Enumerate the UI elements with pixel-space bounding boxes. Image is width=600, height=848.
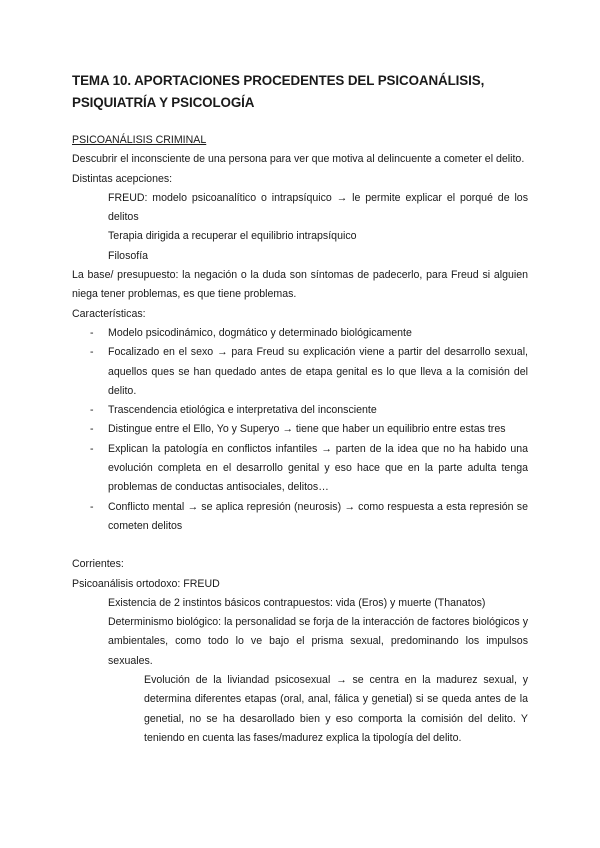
determinismo-paragraph: Determinismo biológico: la personalidad se forja de la interacción de factores biológicos y ambientales, como todo lo ve bajo el prisma sexual, predominando los impulsos sexuales. xyxy=(108,616,528,667)
dash-bullet: - xyxy=(90,346,94,359)
section-heading-psicoanalisis-criminal: PSICOANÁLISIS CRIMINAL xyxy=(72,134,207,146)
list-item-text: Explican la patología en conflictos infantiles → parten de la idea que no ha habido una evolución completa en el desarrollo genital y eso hace que en la parte adulta tenga problemas de conductas antisociales, delitos… xyxy=(108,442,528,494)
title-line-2: PSIQUIATRÍA Y PSICOLOGÍA xyxy=(72,95,255,110)
intro-paragraph: Descubrir el inconsciente de una persona para ver que motiva al delincuente a cometer el delito. xyxy=(72,153,525,166)
instintos-paragraph: Existencia de 2 instintos básicos contrapuestos: vida (Eros) y muerte (Thanatos) xyxy=(108,596,486,609)
list-item xyxy=(90,401,528,420)
acepciones-label: Distintas acepciones: xyxy=(72,172,173,185)
dash-bullet: - xyxy=(90,404,94,417)
list-item-text: Distingue entre el Ello, Yo y Superyo → tiene que haber un equilibrio entre estas tres xyxy=(108,423,506,436)
dash-bullet: - xyxy=(90,423,94,436)
corrientes-label: Corrientes: xyxy=(72,558,124,571)
base-paragraph: La base/ presupuesto: la negación o la duda son síntomas de padecerlo, para Freud si alguien niega tener problemas, es que tiene problemas. xyxy=(72,269,528,301)
evolucion-paragraph: Evolución de la liviandad psicosexual → se centra en la madurez sexual, y determina diferentes etapas (oral, anal, fálica y genetial) si se queda antes de la genetial, no se ha desarollado bien y eso comporta la comisión del delito. Y teniendo en cuenta las fases/madurez explica la tipología del delito. xyxy=(144,674,528,744)
document-body xyxy=(72,131,528,748)
list-item xyxy=(90,324,528,343)
list-item xyxy=(90,343,528,401)
list-item xyxy=(90,498,528,537)
acepcion-freud: FREUD: modelo psicoanalítico o intrapsíquico → le permite explicar el porqué de los delitos xyxy=(108,191,528,224)
acepcion-filosofia: Filosofía xyxy=(108,249,149,262)
dash-bullet: - xyxy=(90,326,94,339)
list-item-text: Focalizado en el sexo → para Freud su explicación viene a partir del desarrollo sexual, aquellos ques se han quedado antes de etapa genital es lo que lleva a la comisión del delito. xyxy=(108,346,528,397)
list-item xyxy=(90,440,528,498)
dash-bullet: - xyxy=(90,500,94,513)
list-item xyxy=(90,420,528,439)
title-line-1: TEMA 10. APORTACIONES PROCEDENTES DEL PSICOANÁLISIS, xyxy=(72,73,485,88)
dash-bullet: - xyxy=(90,442,94,455)
list-item-text: Conflicto mental → se aplica represión (neurosis) → como respuesta a esta represión se cometen delitos xyxy=(108,500,528,532)
caracteristicas-list xyxy=(72,324,528,536)
list-item-text: Modelo psicodinámico, dogmático y determinado biológicamente xyxy=(108,326,412,339)
list-item-text: Trascendencia etiológica e interpretativa del inconsciente xyxy=(108,404,377,417)
caracteristicas-label: Características: xyxy=(72,307,146,320)
ortodoxo-label: Psicoanálisis ortodoxo: FREUD xyxy=(72,577,220,590)
paragraph-spacer xyxy=(72,536,528,555)
acepcion-terapia: Terapia dirigida a recuperar el equilibrio intrapsíquico xyxy=(108,230,357,243)
document-title xyxy=(72,70,542,114)
